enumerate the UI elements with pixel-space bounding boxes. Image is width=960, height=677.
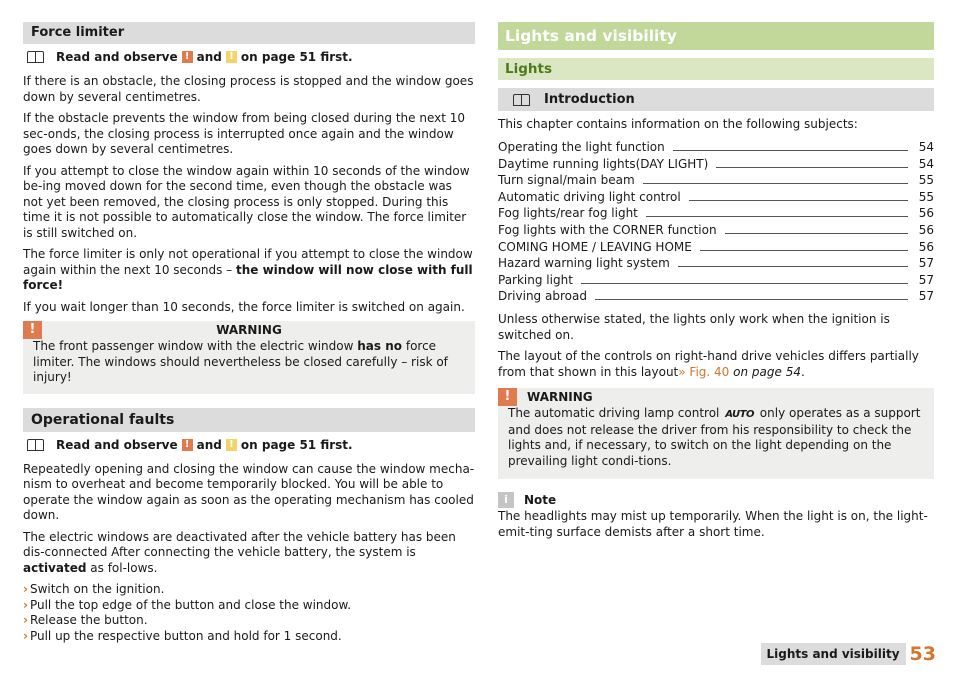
paragraph: If you wait longer than 10 seconds, the force limiter is switched on again.	[23, 299, 465, 314]
toc-label: Fog lights with the CORNER function	[498, 223, 717, 238]
read-suffix: on page 51 first.	[240, 437, 353, 452]
warning-text: force limiter. The windows should nevertheless be closed carefully – risk of injury!	[33, 339, 448, 384]
toc-page: 54	[918, 140, 934, 155]
toc-entry[interactable]	[498, 139, 934, 156]
toc-entry[interactable]	[498, 271, 934, 288]
book-icon	[27, 439, 44, 451]
toc-leader	[581, 283, 908, 284]
toc-page: 57	[918, 256, 934, 271]
toc-page: 55	[918, 173, 934, 188]
read-prefix: Read and observe	[56, 437, 178, 452]
warning-title: WARNING	[527, 390, 593, 405]
left-column	[23, 22, 475, 644]
toc-leader	[725, 233, 908, 234]
toc-entry[interactable]	[498, 188, 934, 205]
chevron-right-icon: ›	[23, 582, 28, 596]
paragraph: Repeatedly opening and closing the window can cause the window mecha-nism to overheat and become temporarily blocked. You will be able to operate the window again as soon as the operating mechanism has cooled down.	[23, 461, 475, 522]
step-text: Release the button.	[29, 613, 148, 627]
toc-entry[interactable]	[498, 221, 934, 238]
toc-page: 55	[918, 189, 934, 204]
intro-heading	[498, 88, 934, 111]
warning-bold: has no	[357, 339, 403, 353]
toc-leader	[678, 266, 908, 267]
warning-box	[23, 321, 475, 394]
warning-title: WARNING	[216, 323, 282, 337]
figure-link[interactable]: » Fig. 40	[678, 364, 730, 379]
toc-page: 56	[918, 223, 934, 238]
toc-label: Hazard warning light system	[498, 256, 670, 271]
paragraph-text: The force limiter is only not operational if you attempt to close the window again within the next 10 seconds –	[23, 247, 473, 277]
toc-label: Automatic driving light control	[498, 189, 681, 204]
page-reference: on page 54	[733, 364, 801, 379]
warning-body	[498, 406, 934, 469]
warning-title-bar	[498, 388, 934, 406]
paragraph	[23, 530, 475, 577]
paragraph-bold: activated	[23, 560, 87, 575]
toc-leader	[595, 299, 908, 300]
read-suffix: on page 51 first.	[240, 50, 353, 64]
read-observe-line	[23, 436, 475, 454]
chevron-right-icon: ›	[23, 628, 28, 643]
exclamation-icon: !	[23, 321, 42, 339]
toc-label: Driving abroad	[498, 289, 587, 304]
paragraph: If there is an obstacle, the closing process is stopped and the window goes down by several centimetres.	[23, 74, 474, 104]
toc-entry[interactable]	[498, 238, 934, 255]
section-heading-force-limiter: Force limiter	[23, 22, 475, 44]
warning-icon: !	[182, 439, 193, 451]
warning-title-bar	[23, 321, 475, 339]
note-body: The headlights may mist up temporarily. When the light is on, the light-emit-ting surface demists after a short time.	[498, 509, 928, 539]
list-item	[23, 582, 475, 598]
intro-title: Introduction	[544, 92, 635, 107]
toc-entry[interactable]	[498, 255, 934, 272]
warning-text: The automatic driving lamp control	[508, 406, 720, 421]
list-item	[23, 598, 475, 614]
toc-page: 57	[918, 289, 934, 304]
caution-icon: !	[226, 51, 237, 63]
warning-box	[498, 388, 934, 479]
info-icon: i	[498, 492, 514, 508]
chevron-right-icon: ›	[23, 613, 28, 627]
read-and: and	[196, 50, 222, 64]
toc-entry[interactable]	[498, 172, 934, 189]
toc-leader	[643, 183, 908, 184]
paragraph-end: .	[800, 364, 805, 379]
toc-entry[interactable]	[498, 205, 934, 222]
warning-text: The front passenger window with the electric window	[33, 339, 354, 353]
paragraph	[498, 349, 934, 380]
book-icon	[513, 94, 530, 106]
warning-body	[23, 339, 475, 386]
toc-label: Daytime running lights(DAY LIGHT)	[498, 156, 709, 171]
step-text: Pull the top edge of the button and close the window.	[29, 597, 352, 612]
chapter-title: Lights and visibility	[498, 22, 934, 50]
chevron-right-icon: ›	[23, 597, 28, 612]
right-column	[498, 22, 934, 546]
toc-page: 56	[918, 239, 934, 254]
paragraph: If the obstacle prevents the window from being closed during the next 10 sec-onds, the closing process is interrupted once again and the window goes down by several centimetres.	[23, 111, 466, 156]
list-item	[23, 629, 475, 645]
section-title: Lights	[498, 58, 934, 80]
auto-light-icon: AUTO	[725, 409, 754, 421]
steps-list	[23, 582, 475, 644]
step-text: Pull up the respective button and hold for 1 second.	[29, 628, 342, 643]
paragraph-bold: the window will now close with full force!	[23, 262, 473, 292]
note-title: Note	[524, 493, 557, 508]
intro-text: This chapter contains information on the following subjects:	[498, 117, 858, 131]
list-item	[23, 613, 475, 629]
warning-text: only operates as a support and does not release the driver from his responsibility to check the lights and, if necessary, to switch on the light depending on the prevailing light condi-tions.	[508, 406, 921, 468]
toc-leader	[689, 200, 908, 201]
toc-label: COMING HOME / LEAVING HOME	[498, 239, 692, 254]
toc-page: 54	[918, 156, 934, 171]
toc-entry[interactable]	[498, 155, 934, 172]
toc-leader	[646, 216, 908, 217]
toc-label: Parking light	[498, 272, 573, 287]
table-of-contents	[498, 139, 934, 305]
read-prefix: Read and observe	[56, 50, 178, 64]
read-and: and	[196, 437, 222, 452]
toc-page: 57	[918, 272, 934, 287]
exclamation-icon: !	[498, 388, 517, 406]
note-heading	[498, 491, 934, 509]
page-footer	[761, 643, 937, 665]
toc-label: Turn signal/main beam	[498, 173, 635, 188]
page-number: 53	[909, 643, 936, 665]
warning-icon: !	[182, 51, 193, 63]
toc-leader	[716, 167, 908, 168]
toc-leader	[673, 150, 908, 151]
paragraph-text: The electric windows are deactivated after the vehicle battery has been dis-connected After connecting the vehicle battery, the system is	[23, 529, 456, 559]
toc-leader	[700, 250, 908, 251]
caution-icon: !	[226, 439, 237, 451]
section-heading-operational-faults: Operational faults	[23, 408, 475, 432]
read-observe-line	[23, 48, 475, 66]
paragraph-text: as fol-lows.	[90, 560, 158, 575]
paragraph: If you attempt to close the window again within 10 seconds of the window be-ing moved down for the second time, even though the obstacle was not yet been removed, the closing process is only stopped. During this time it is not possible to automatically close the window. The force limiter is still switched on.	[23, 163, 470, 240]
book-icon	[27, 51, 44, 63]
toc-label: Fog lights/rear fog light	[498, 206, 638, 221]
paragraph: Unless otherwise stated, the lights only work when the ignition is switched on.	[498, 312, 890, 342]
toc-page: 56	[918, 206, 934, 221]
paragraph-text: The layout of the controls on right-hand drive vehicles differs partially from that shown in this layout	[498, 349, 919, 379]
toc-label: Operating the light function	[498, 140, 665, 155]
toc-entry[interactable]	[498, 288, 934, 305]
footer-chapter-label: Lights and visibility	[761, 643, 906, 665]
paragraph	[23, 247, 475, 294]
step-text: Switch on the ignition.	[29, 582, 165, 596]
